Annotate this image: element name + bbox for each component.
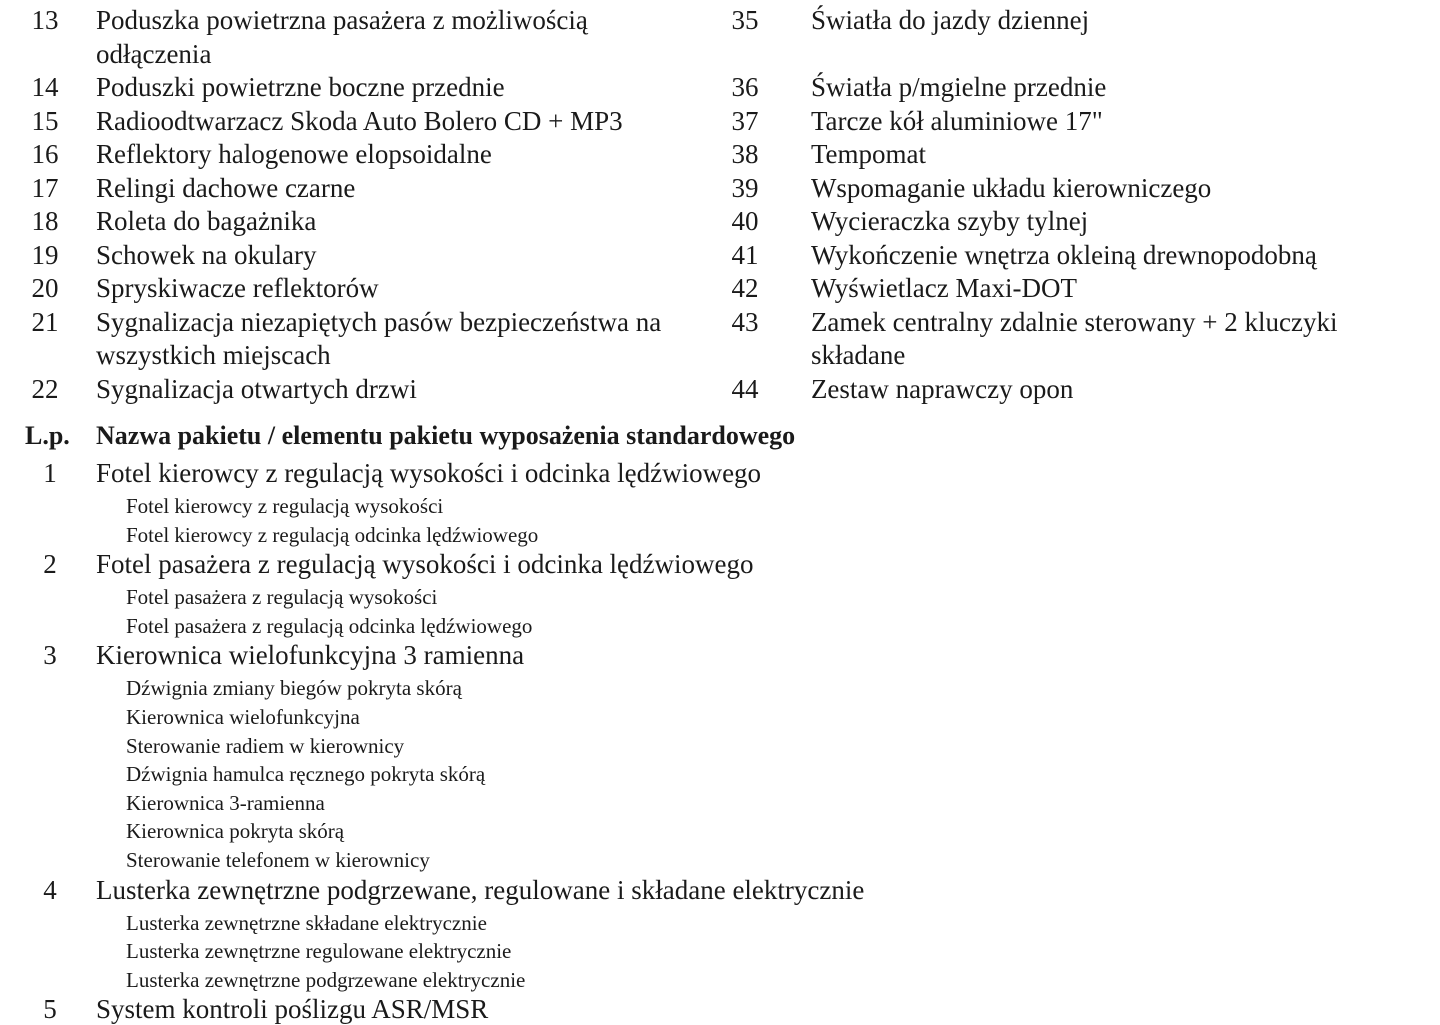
- package-name: System kontroli poślizgu ASR/MSR: [96, 994, 489, 1025]
- item-name: Wykończenie wnętrza okleiną drewnopodobną: [810, 239, 1317, 270]
- equipment-item: [0, 205, 710, 239]
- header-title: Nazwa pakietu / elementu pakietu wyposażenia standardowego: [96, 421, 796, 450]
- package-number: 3: [43, 640, 57, 671]
- equipment-item: [0, 272, 710, 306]
- package-elements: [126, 489, 1440, 549]
- equipment-row: [0, 71, 1440, 105]
- packages-list: [0, 458, 1440, 1025]
- equipment-item: [710, 138, 1430, 172]
- item-number: 16: [31, 139, 59, 169]
- equipment-item: [710, 373, 1430, 407]
- equipment-row: [0, 373, 1440, 407]
- item-name: Reflektory halogenowe elopsoidalne: [96, 139, 492, 169]
- item-number: 14: [31, 72, 59, 102]
- standard-equipment-list: [0, 4, 1440, 406]
- item-name: Poduszka powietrzna pasażera z możliwością odłączenia: [96, 5, 588, 69]
- item-number: 38: [731, 139, 759, 169]
- equipment-item: [710, 239, 1430, 273]
- item-name: Roleta do bagażnika: [96, 206, 317, 236]
- package-row: [0, 549, 1440, 580]
- item-number: 17: [31, 172, 59, 203]
- item-number: 41: [731, 239, 759, 270]
- item-name: Wycieraczka szyby tylnej: [810, 206, 1089, 236]
- equipment-item: [710, 272, 1430, 306]
- equipment-item: [710, 172, 1430, 206]
- item-name: Sygnalizacja niezapiętych pasów bezpieczeństwa na wszystkich miejscach: [96, 306, 662, 370]
- item-name: Poduszki powietrzne boczne przednie: [96, 72, 505, 102]
- package-row: [0, 994, 1440, 1025]
- item-number: 20: [31, 273, 59, 303]
- package-name: Lusterka zewnętrzne podgrzewane, regulowane i składane elektrycznie: [96, 874, 865, 905]
- package-element: Fotel pasażera z regulacją wysokości: [126, 585, 438, 610]
- package-element: Lusterka zewnętrzne podgrzewane elektrycznie: [126, 967, 526, 992]
- package-number: 1: [43, 458, 57, 488]
- package-row: [0, 458, 1440, 489]
- item-number: 42: [731, 273, 759, 303]
- package-element: Fotel kierowcy z regulacją odcinka lędźwiowego: [126, 522, 539, 547]
- item-name: Spryskiwacze reflektorów: [96, 273, 379, 303]
- equipment-row: [0, 4, 1440, 71]
- equipment-row: [0, 239, 1440, 273]
- item-number: 43: [731, 306, 759, 337]
- item-number: 15: [31, 105, 59, 136]
- item-number: 37: [731, 105, 759, 136]
- item-number: 19: [31, 239, 59, 270]
- package-row: [0, 875, 1440, 906]
- item-name: Radioodtwarzacz Skoda Auto Bolero CD + MP3: [96, 105, 623, 136]
- equipment-item: [710, 306, 1430, 373]
- equipment-item: [710, 4, 1430, 71]
- equipment-item: [0, 105, 710, 139]
- equipment-item: [0, 172, 710, 206]
- package-element: Lusterka zewnętrzne składane elektrycznie: [126, 910, 487, 935]
- equipment-item: [0, 4, 710, 71]
- equipment-row: [0, 105, 1440, 139]
- package-element: Fotel kierowcy z regulacją wysokości: [126, 494, 444, 518]
- item-number: 36: [731, 72, 759, 102]
- package-element: Fotel pasażera z regulacją odcinka lędźwiowego: [126, 613, 533, 638]
- equipment-item: [0, 138, 710, 172]
- item-name: Tarcze kół aluminiowe 17": [810, 105, 1103, 136]
- item-name: Wspomaganie układu kierowniczego: [810, 172, 1212, 203]
- equipment-row: [0, 205, 1440, 239]
- header-lp: L.p.: [25, 421, 70, 450]
- item-number: 18: [31, 206, 59, 236]
- equipment-item: [0, 239, 710, 273]
- package-number: 5: [43, 994, 57, 1025]
- item-name: Relingi dachowe czarne: [96, 172, 356, 203]
- package-element: Lusterka zewnętrzne regulowane elektrycznie: [126, 939, 512, 964]
- package-name: Kierownica wielofunkcyjna 3 ramienna: [96, 640, 525, 671]
- package-elements: [126, 580, 1440, 640]
- item-number: 40: [731, 206, 759, 236]
- equipment-row: [0, 306, 1440, 373]
- package-elements: [126, 671, 1440, 874]
- package-name: Fotel pasażera z regulacją wysokości i odcinka lędźwiowego: [96, 549, 754, 580]
- equipment-row: [0, 272, 1440, 306]
- package-element: Kierownica wielofunkcyjna: [126, 704, 360, 729]
- item-name: Zestaw naprawczy opon: [810, 373, 1074, 404]
- item-name: Wyświetlacz Maxi-DOT: [810, 273, 1077, 303]
- item-name: Sygnalizacja otwartych drzwi: [96, 373, 417, 404]
- equipment-item: [0, 373, 710, 407]
- item-number: 22: [31, 373, 59, 404]
- package-row: [0, 640, 1440, 671]
- package-element: Sterowanie telefonem w kierownicy: [126, 847, 430, 872]
- item-number: 39: [731, 172, 759, 203]
- equipment-item: [710, 205, 1430, 239]
- equipment-item: [710, 105, 1430, 139]
- item-number: 35: [731, 5, 759, 35]
- package: [0, 875, 1440, 995]
- package-number: 4: [43, 874, 57, 905]
- package: [0, 994, 1440, 1025]
- item-number: 44: [731, 373, 759, 404]
- equipment-item: [710, 71, 1430, 105]
- package-element: Dźwignia zmiany biegów pokryta skórą: [126, 676, 462, 701]
- item-number: 13: [31, 5, 59, 35]
- package-number: 2: [43, 549, 57, 580]
- package: [0, 640, 1440, 874]
- equipment-item: [0, 306, 710, 373]
- package-element: Kierownica pokryta skórą: [126, 819, 345, 844]
- item-name: Światła do jazdy dziennej: [810, 5, 1090, 35]
- package-elements: [126, 906, 1440, 995]
- equipment-row: [0, 172, 1440, 206]
- package: [0, 458, 1440, 549]
- item-name: Zamek centralny zdalnie sterowany + 2 kluczyki składane: [810, 306, 1338, 370]
- package: [0, 549, 1440, 640]
- package-element: Sterowanie radiem w kierownicy: [126, 733, 405, 758]
- equipment-row: [0, 138, 1440, 172]
- item-name: Światła p/mgielne przednie: [810, 72, 1107, 102]
- packages-table-header: [25, 420, 795, 452]
- item-name: Tempomat: [810, 139, 927, 169]
- equipment-item: [0, 71, 710, 105]
- package-element: Dźwignia hamulca ręcznego pokryta skórą: [126, 762, 486, 787]
- package-name: Fotel kierowcy z regulacją wysokości i odcinka lędźwiowego: [96, 458, 762, 488]
- package-element: Kierownica 3-ramienna: [126, 790, 325, 815]
- item-name: Schowek na okulary: [96, 239, 317, 270]
- item-number: 21: [31, 306, 59, 337]
